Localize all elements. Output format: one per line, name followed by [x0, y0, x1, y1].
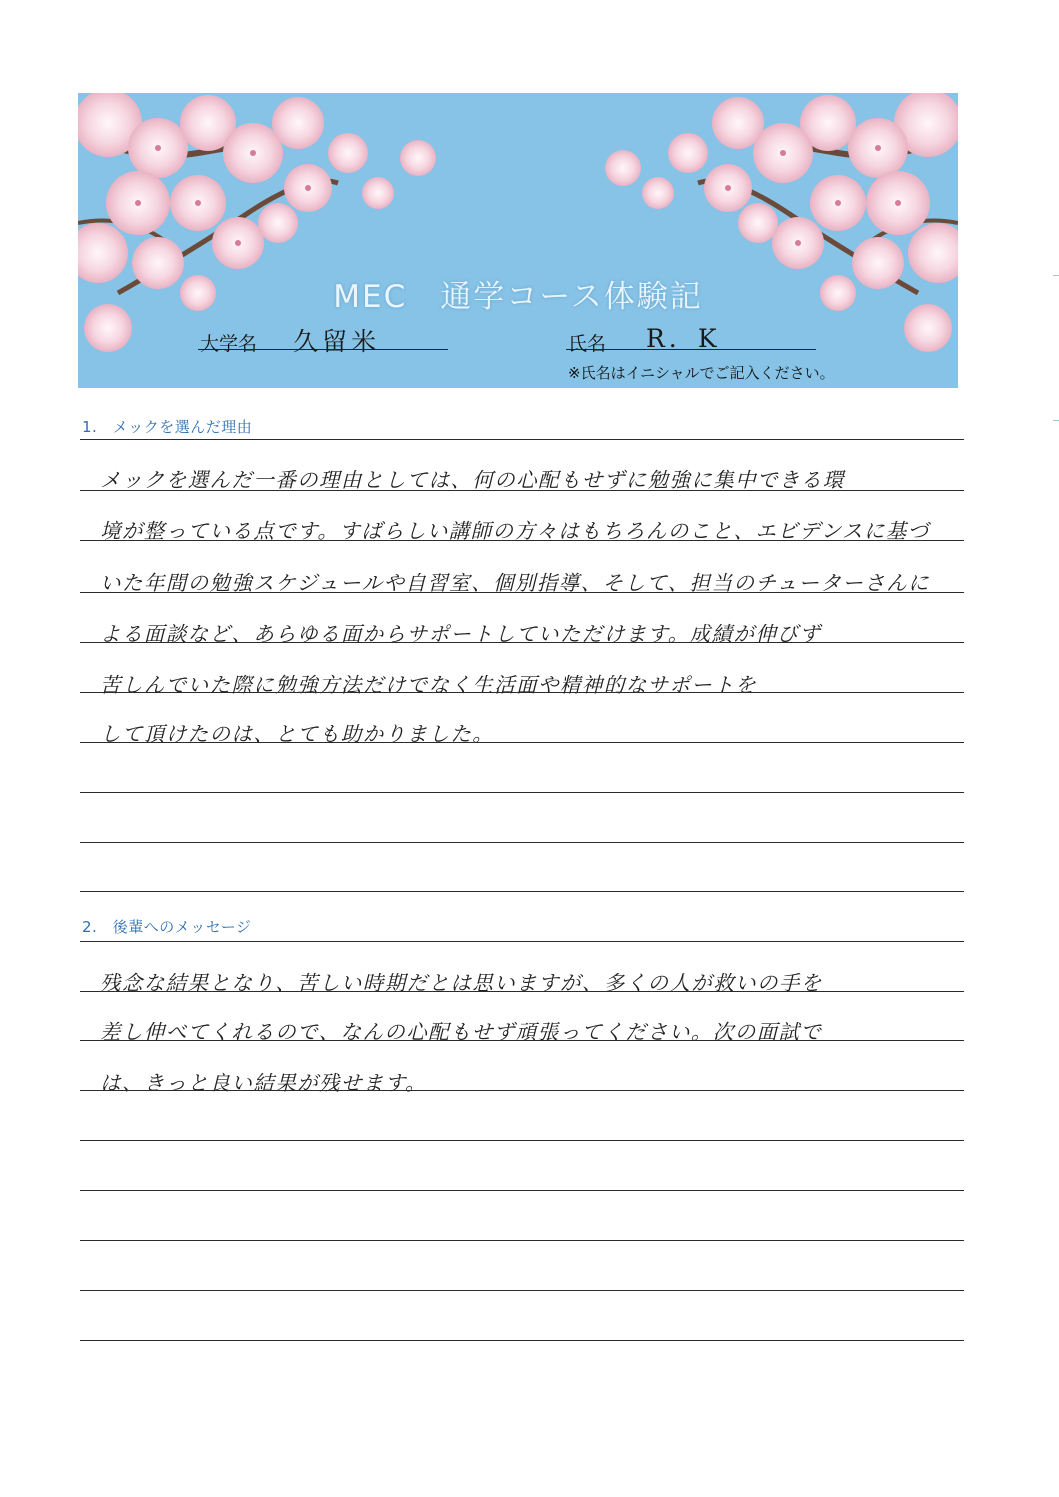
message-line: 残念な結果となり、苦しい時期だとは思いますが、多くの人が救いの手を: [100, 971, 823, 995]
writing-rule: [80, 792, 964, 793]
heading-rule: [80, 941, 964, 942]
section-heading-reason: 1. メックを選んだ理由: [82, 418, 253, 436]
writing-rule: [80, 1240, 964, 1241]
heading-rule: [80, 439, 964, 440]
banner-title: MEC 通学コース体験記: [333, 279, 703, 315]
writing-rule: [80, 1090, 964, 1091]
scan-mark: [1053, 275, 1059, 276]
writing-rule: [80, 490, 964, 491]
initials-note: ※氏名はイニシャルでご記入ください。: [568, 364, 835, 382]
reason-line: よる面談など、あらゆる面からサポートしていただけます。成績が伸びず: [100, 622, 822, 646]
scan-mark: [1053, 420, 1059, 421]
university-underline: [198, 349, 448, 350]
writing-rule: [80, 1340, 964, 1341]
reason-line: メックを選んだ一番の理由としては、何の心配もせずに勉強に集中できる環: [100, 468, 845, 492]
message-line: 差し伸べてくれるので、なんの心配もせず頑張ってください。次の面試で: [100, 1020, 823, 1044]
writing-rule: [80, 540, 964, 541]
reason-line: 境が整っている点です。すばらしい講師の方々はもちろんのこと、エビデンスに基づ: [100, 519, 930, 543]
reason-line: 苦しんでいた際に勉強方法だけでなく生活面や精神的なサポートを: [100, 673, 757, 697]
writing-rule: [80, 692, 964, 693]
cherry-blossom-banner: [78, 93, 958, 388]
name-value: R．K: [646, 324, 721, 353]
writing-rule: [80, 1140, 964, 1141]
university-label: 大学名: [200, 333, 258, 355]
writing-rule: [80, 1290, 964, 1291]
writing-rule: [80, 592, 964, 593]
writing-rule: [80, 642, 964, 643]
writing-rule: [80, 842, 964, 843]
writing-rule: [80, 891, 964, 892]
writing-rule: [80, 991, 964, 992]
writing-rule: [80, 742, 964, 743]
name-label: 氏名: [568, 333, 607, 355]
writing-rule: [80, 1040, 964, 1041]
section-heading-message: 2. 後輩へのメッセージ: [82, 918, 252, 936]
message-line: は、きっと良い結果が残せます。: [100, 1071, 427, 1095]
writing-rule: [80, 1190, 964, 1191]
university-value: 久留米: [293, 327, 381, 356]
name-underline: [566, 349, 816, 350]
reason-line: いた年間の勉強スケジュールや自習室、個別指導、そして、担当のチューターさんに: [100, 571, 930, 595]
reason-line: して頂けたのは、とても助かりました。: [100, 722, 495, 746]
